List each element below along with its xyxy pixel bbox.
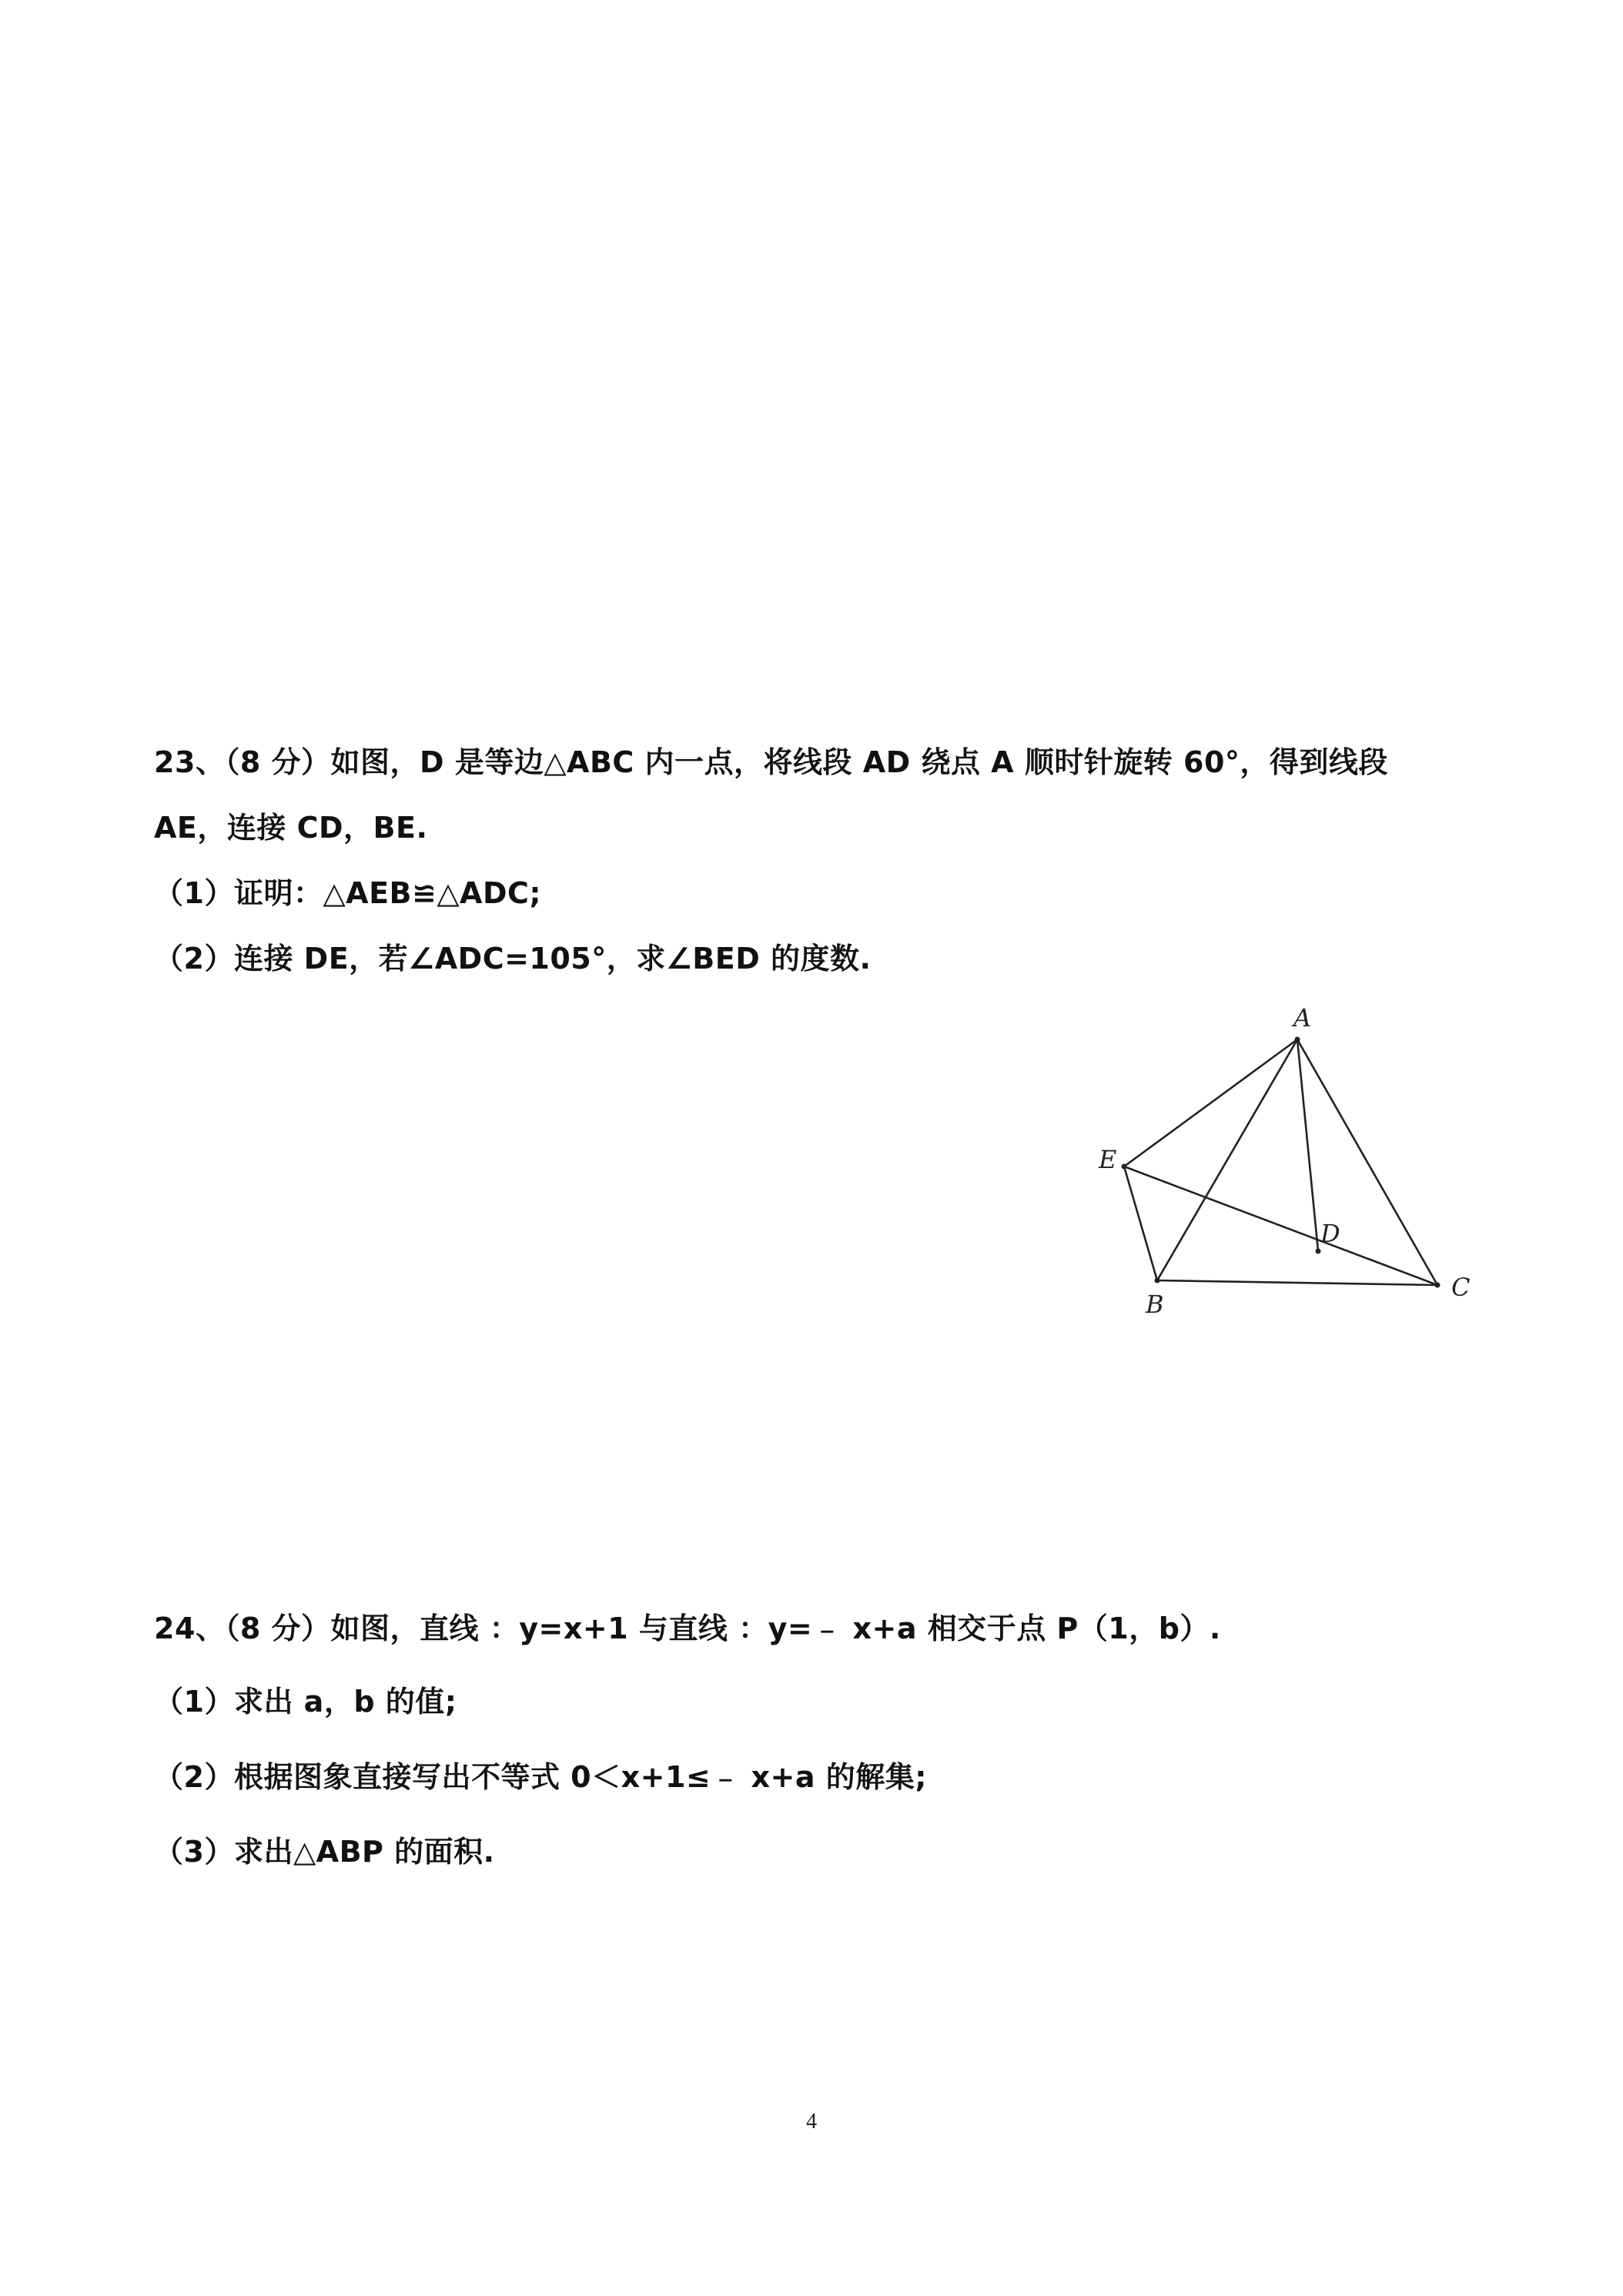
segment-ab — [1157, 1039, 1297, 1280]
q23-part-2: （2）连接 DE，若∠ADC=105°，求∠BED 的度数. — [154, 942, 872, 976]
point-a — [1295, 1037, 1300, 1043]
label-c: C — [1451, 1273, 1471, 1302]
point-d — [1316, 1249, 1321, 1254]
segment-ae — [1124, 1039, 1297, 1166]
q23-stem-line-1: 23、（8 分）如图，D 是等边△ABC 内一点，将线段 AD 绕点 A 顺时针旋转 60°，得到线段 — [154, 745, 1388, 779]
q23-part-1: （1）证明：△AEB≌△ADC; — [154, 876, 542, 910]
segment-eb — [1124, 1166, 1157, 1280]
point-e — [1122, 1164, 1127, 1170]
q24-part-1: （1）求出 a，b 的值; — [154, 1685, 457, 1719]
segment-bc — [1157, 1280, 1437, 1285]
q24-part-2: （2）根据图象直接写出不等式 0＜x+1≤﹣ x+a 的解集; — [154, 1760, 927, 1794]
segment-ec — [1124, 1166, 1437, 1285]
q23-geometry-figure — [1086, 997, 1486, 1320]
label-a: A — [1293, 1003, 1312, 1033]
q24-part-3: （3）求出△ABP 的面积. — [154, 1835, 495, 1869]
point-b — [1155, 1278, 1160, 1284]
point-c — [1435, 1283, 1441, 1288]
label-b: B — [1146, 1290, 1164, 1319]
q24-stem-line-1: 24、（8 分）如图，直线 ：y=x+1 与直线 ：y=﹣ x+a 相交于点 P（1，b）. — [154, 1612, 1221, 1645]
page-number: 4 — [806, 2110, 817, 2134]
label-d: D — [1320, 1219, 1340, 1248]
label-e: E — [1099, 1145, 1117, 1174]
q23-stem-line-2: AE，连接 CD，BE. — [154, 811, 428, 845]
